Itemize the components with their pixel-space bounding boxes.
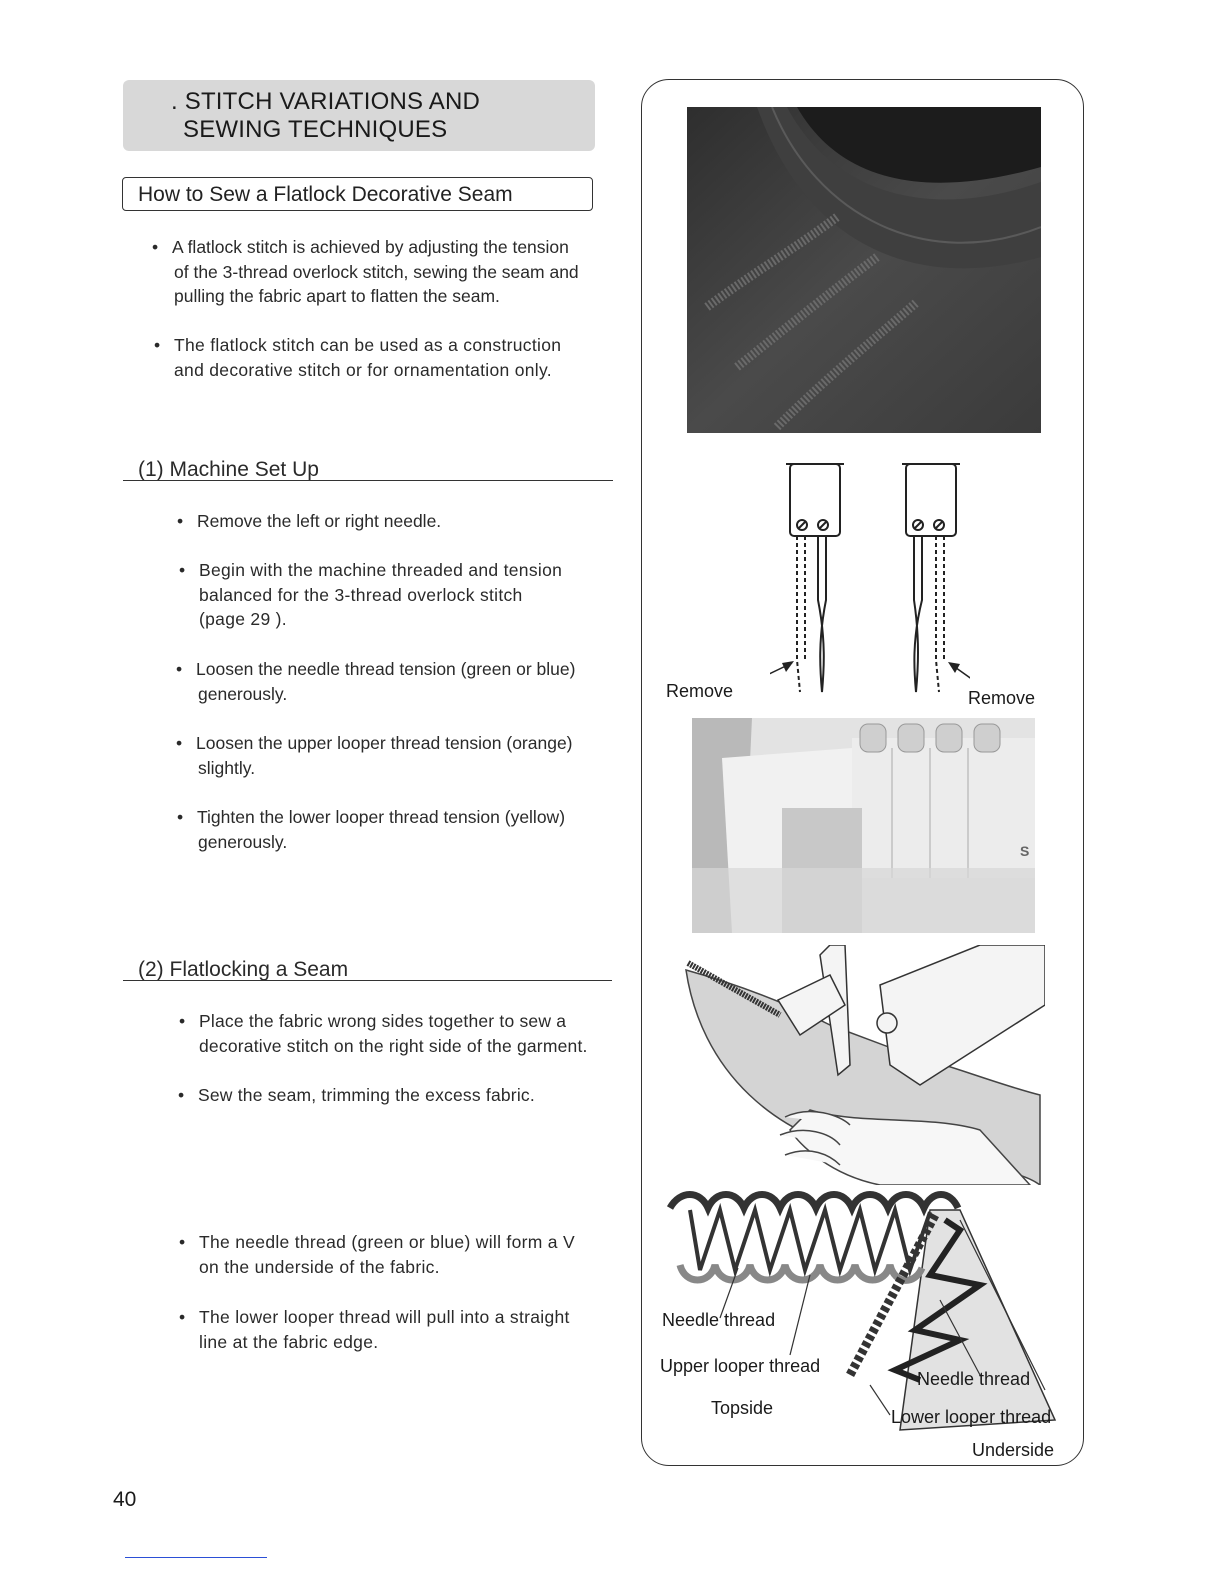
label-lower-looper-thread: Lower looper thread: [891, 1407, 1052, 1427]
machine-photo: [692, 718, 1035, 933]
text-line: on the underside of the fabric.: [199, 1256, 440, 1277]
sewing-illustration: [680, 945, 1045, 1185]
bullet-dot: •: [154, 335, 161, 355]
label-underside: Underside: [972, 1440, 1055, 1460]
text-line: Loosen the needle thread tension (green or blue): [196, 659, 576, 679]
bullet-dot: •: [178, 1085, 185, 1105]
flatlock-bullet-1: [179, 1009, 588, 1058]
knob: [877, 1013, 897, 1033]
setup-bullet-4: [176, 731, 573, 780]
label-upper-looper-thread: Upper looper thread: [660, 1356, 821, 1376]
text-line: and decorative stitch or for ornamentation only.: [174, 359, 552, 380]
garment-photo: [687, 107, 1041, 433]
subsection-title-box: [122, 177, 593, 211]
section-header: [123, 80, 595, 151]
remove-label-left: Remove: [666, 681, 734, 701]
text-line: line at the fabric edge.: [199, 1331, 379, 1352]
machine-setup-rule: [123, 480, 613, 481]
machine-letter: S: [1020, 843, 1030, 859]
fabric-underside: [900, 1210, 1055, 1430]
text-line: Remove the left or right needle.: [197, 511, 442, 531]
label-topside: Topside: [711, 1398, 774, 1418]
section-title-line-2: SEWING TECHNIQUES: [183, 116, 448, 143]
machine-setup-heading: (1) Machine Set Up: [138, 458, 319, 481]
intro-bullet-1: [152, 235, 579, 309]
tension-dial-2: [898, 724, 924, 752]
text-line: Sew the seam, trimming the excess fabric.: [198, 1085, 535, 1105]
bullet-dot: •: [176, 733, 183, 753]
upper-looper-loops: [670, 1195, 958, 1209]
bullet-dot: •: [179, 1011, 186, 1031]
footer-link-underline[interactable]: [125, 1557, 267, 1558]
flatlock-bullet-4: [179, 1305, 570, 1354]
text-line: Tighten the lower looper thread tension (yellow): [197, 807, 566, 827]
tension-dial-3: [936, 724, 962, 752]
bullet-dot: •: [179, 560, 186, 580]
text-line: generously.: [198, 683, 288, 704]
text-line: The lower looper thread will pull into a straight: [199, 1307, 570, 1327]
text-line: The needle thread (green or blue) will form a V: [199, 1232, 575, 1252]
text-line: (page 29 ).: [199, 609, 287, 629]
text-line: Begin with the machine threaded and tension: [199, 560, 563, 580]
text-line: pulling the fabric apart to flatten the seam.: [174, 286, 500, 306]
section-title-line-1: . STITCH VARIATIONS AND: [171, 88, 481, 115]
machine-body: [880, 945, 1045, 1085]
flatlocking-rule: [123, 980, 612, 981]
needle-diagram: [770, 460, 970, 700]
remove-label-right: Remove: [968, 688, 1036, 708]
text-line: balanced for the 3-thread overlock stitch: [199, 584, 523, 605]
flatlock-bullet-2: [178, 1083, 535, 1108]
bullet-dot: •: [177, 807, 184, 827]
flatlock-bullet-3: [179, 1230, 575, 1279]
text-line: Loosen the upper looper thread tension (orange): [196, 733, 573, 753]
page-number: 40: [113, 1488, 137, 1511]
text-line: The flatlock stitch can be used as a construction: [174, 335, 562, 355]
bullet-dot: •: [177, 511, 184, 531]
intro-bullet-2: [154, 333, 562, 382]
bullet-dot: •: [179, 1232, 186, 1252]
setup-bullet-2: [179, 558, 563, 632]
text-line: of the 3-thread overlock stitch, sewing the seam and: [174, 261, 579, 282]
setup-bullet-1: [177, 509, 442, 534]
text-line: A flatlock stitch is achieved by adjusting the tension: [172, 237, 569, 257]
text-line: generously.: [198, 831, 288, 852]
text-line: slightly.: [198, 757, 256, 778]
setup-bullet-5: [177, 805, 566, 854]
text-line: decorative stitch on the right side of the garment.: [199, 1035, 588, 1056]
tension-dial-1: [860, 724, 886, 752]
flatlocking-heading: (2) Flatlocking a Seam: [138, 958, 349, 981]
label-needle-thread-underside: Needle thread: [917, 1369, 1031, 1389]
text-line: Place the fabric wrong sides together to sew a: [199, 1011, 567, 1031]
lower-loops: [680, 1265, 922, 1280]
needle-thread-v: [690, 1210, 930, 1270]
bullet-dot: •: [152, 237, 159, 257]
setup-bullet-3: [176, 657, 576, 706]
tension-dial-4: [974, 724, 1000, 752]
subsection-title: How to Sew a Flatlock Decorative Seam: [138, 183, 513, 206]
label-needle-thread-topside: Needle thread: [662, 1310, 776, 1330]
bullet-dot: •: [179, 1307, 186, 1327]
bullet-dot: •: [176, 659, 183, 679]
